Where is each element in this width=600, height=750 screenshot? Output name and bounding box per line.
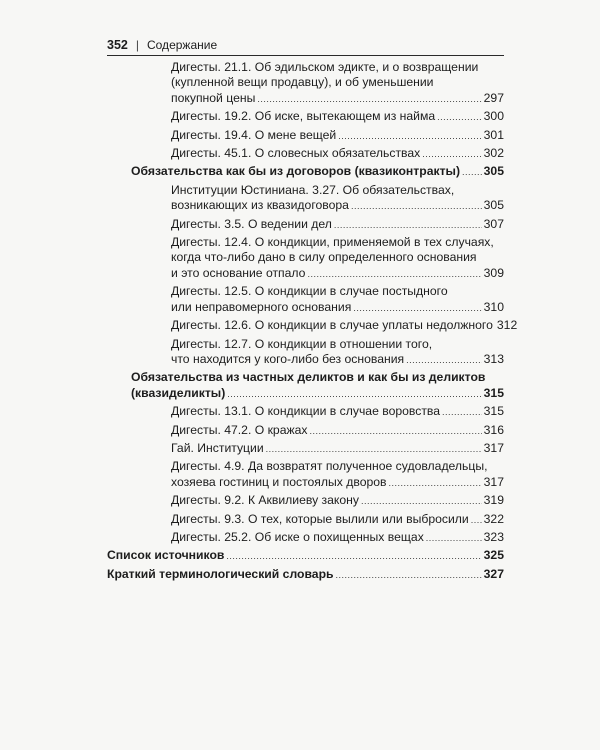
toc-entry-text-line: Дигесты. 9.2. К Аквилиеву закону — [171, 493, 359, 508]
dot-leader — [334, 217, 482, 233]
toc-page-number: 305 — [483, 164, 504, 179]
toc-entry-text-line: Обязательства как бы из договоров (квазиконтракты) — [131, 164, 461, 179]
toc-entry — [107, 109, 504, 125]
toc-entry-text-line: Дигесты. 12.5. О кондикции в случае постыдного — [171, 284, 448, 299]
toc-entry-text-line: Дигесты. 12.7. О кондикции в отношении того, — [171, 336, 433, 351]
dot-leader — [307, 266, 481, 282]
running-header — [107, 38, 504, 56]
toc-page-number: 297 — [483, 90, 504, 105]
dot-leader — [471, 512, 482, 528]
toc-entry-text-line: (купленной вещи продавцу), и об уменьшении — [171, 75, 434, 90]
toc-entry-text-line: (квазиделикты) — [131, 385, 226, 400]
toc-page-number: 317 — [483, 474, 504, 489]
dot-leader — [406, 352, 482, 368]
toc-page-number: 323 — [483, 529, 504, 544]
toc-entry — [107, 128, 504, 144]
toc-entry-text-line: Обязательства из частных деликтов и как бы из деликтов — [131, 370, 486, 385]
toc-page-number: 300 — [483, 109, 504, 124]
toc-entry-text-line: или неправомерного основания — [171, 299, 352, 314]
toc-entry-text-line: Институции Юстиниана. 3.27. Об обязательствах, — [171, 182, 455, 197]
toc-entry — [107, 493, 504, 509]
toc-entry-last-line — [131, 164, 504, 180]
toc-entry-last-line — [171, 109, 504, 125]
header-separator: | — [135, 38, 139, 52]
toc-entry-text-line: Дигесты. 19.4. О мене вещей — [171, 127, 337, 142]
toc-entry — [107, 512, 504, 528]
dot-leader — [437, 109, 482, 125]
toc-page-number: 305 — [483, 198, 504, 213]
dot-leader — [426, 530, 482, 546]
toc-entry-last-line — [171, 266, 504, 282]
toc-page-number: 325 — [483, 548, 504, 563]
toc-entry — [107, 284, 504, 316]
toc-page-number: 309 — [483, 265, 504, 280]
toc-page-number: 313 — [483, 351, 504, 366]
toc-entry-last-line — [171, 217, 504, 233]
toc-entry-last-line — [171, 352, 504, 368]
toc-entry-last-line — [171, 318, 518, 334]
toc-entry — [107, 164, 504, 180]
dot-leader — [442, 404, 482, 420]
toc-entry-last-line — [171, 512, 504, 528]
toc-entry-text-line: Дигесты. 21.1. Об эдильском эдикте, и о возвращении — [171, 60, 479, 74]
dot-leader — [227, 386, 481, 402]
toc-entry-text-line: что находится у кого-либо без основания — [171, 351, 405, 366]
toc-page-number: 315 — [483, 404, 504, 419]
toc-entry-text-line: когда что-либо дано в силу определенного основания — [171, 250, 477, 265]
toc-entry-text-line: хозяева гостиниц и постоялых дворов — [171, 474, 387, 489]
dot-leader — [353, 300, 481, 316]
toc-entry-text-line: Дигесты. 12.4. О кондикции, применяемой в тех случаях, — [171, 235, 494, 250]
toc-page-number: 310 — [483, 299, 504, 314]
toc-entry — [107, 370, 504, 402]
dot-leader — [351, 198, 482, 214]
toc-entry — [107, 183, 504, 215]
toc-entry — [107, 548, 504, 564]
toc-entry-text-line: Дигесты. 13.1. О кондикции в случае воровства — [171, 404, 441, 419]
dot-leader — [422, 146, 481, 162]
toc-entry — [107, 318, 518, 334]
toc-entry-text-line: Список источников — [107, 548, 225, 563]
toc-entry-last-line — [131, 386, 504, 402]
toc-entry-text-line: Дигесты. 12.6. О кондикции в случае уплаты недолжного — [171, 318, 493, 333]
table-of-contents — [107, 60, 518, 585]
toc-entry-text-line: Дигесты. 19.2. Об иске, вытекающем из найма — [171, 109, 436, 124]
dot-leader — [389, 475, 482, 491]
toc-entry-last-line — [171, 423, 504, 439]
toc-page-number: 322 — [483, 511, 504, 526]
toc-entry-last-line — [171, 493, 504, 509]
toc-entry-last-line — [171, 475, 504, 491]
toc-entry-text-line: Дигесты. 9.3. О тех, которые вылили или выбросили — [171, 511, 469, 526]
toc-entry-text-line: покупной цены — [171, 90, 256, 105]
toc-entry-last-line — [171, 91, 504, 107]
toc-page-number: 317 — [483, 440, 504, 455]
toc-entry — [107, 146, 504, 162]
dot-leader — [310, 423, 482, 439]
toc-entry-text-line: Дигесты. 25.2. Об иске о похищенных вещах — [171, 529, 424, 544]
toc-entry-text-line: Дигесты. 4.9. Да возвратят полученное судовладельцы, — [171, 459, 488, 474]
page-number: 352 — [107, 38, 128, 52]
toc-page-number: 307 — [483, 216, 504, 231]
toc-entry-text-line: и это основание отпало — [171, 265, 306, 280]
toc-entry-last-line — [107, 567, 504, 583]
toc-page-number: 327 — [483, 566, 504, 581]
toc-entry — [107, 217, 504, 233]
toc-entry-text-line: Гай. Институции — [171, 440, 264, 455]
toc-entry-last-line — [107, 548, 504, 564]
toc-entry-text-line: возникающих из квазидоговора — [171, 198, 349, 213]
toc-entry-text-line: Дигесты. 45.1. О словесных обязательствах — [171, 146, 421, 161]
dot-leader — [266, 441, 482, 457]
toc-entry — [107, 404, 504, 420]
toc-page-number: 316 — [483, 422, 504, 437]
dot-leader — [338, 128, 481, 144]
dot-leader — [226, 548, 481, 564]
toc-entry-text-line: Краткий терминологический словарь — [107, 566, 334, 581]
toc-entry — [107, 530, 504, 546]
toc-entry-last-line — [171, 404, 504, 420]
toc-entry — [107, 459, 504, 491]
toc-entry — [107, 441, 504, 457]
toc-entry-last-line — [171, 198, 504, 214]
dot-leader — [336, 567, 482, 583]
toc-entry-last-line — [171, 128, 504, 144]
toc-entry-last-line — [171, 146, 504, 162]
toc-entry-last-line — [171, 530, 504, 546]
section-title: Содержание — [146, 38, 218, 52]
dot-leader — [462, 164, 482, 180]
dot-leader — [361, 493, 482, 509]
toc-page-number: 315 — [483, 385, 504, 400]
toc-entry-last-line — [171, 300, 504, 316]
toc-entry-last-line — [171, 441, 504, 457]
toc-page-number: 301 — [483, 127, 504, 142]
toc-entry — [107, 235, 504, 282]
toc-entry — [107, 60, 504, 107]
toc-entry — [107, 567, 504, 583]
toc-page-number: 312 — [496, 318, 518, 333]
toc-entry-text-line: Дигесты. 47.2. О кражах — [171, 422, 308, 437]
toc-entry — [107, 423, 504, 439]
toc-entry-text-line: Дигесты. 3.5. О ведении дел — [171, 216, 332, 231]
toc-page-number: 302 — [483, 146, 504, 161]
toc-entry — [107, 337, 504, 369]
toc-page-number: 319 — [483, 493, 504, 508]
dot-leader — [257, 91, 481, 107]
